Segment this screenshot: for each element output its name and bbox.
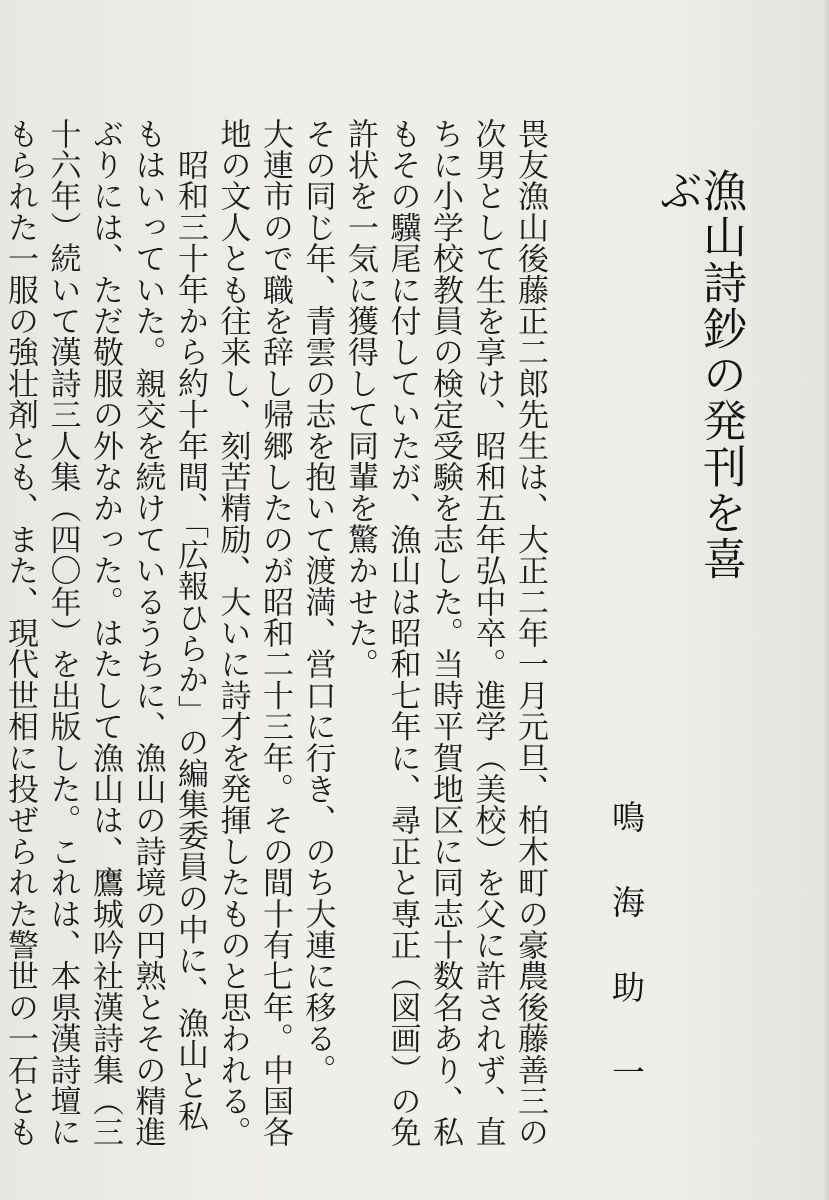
paragraph: その同じ年、青雲の志を抱いて渡満、営口に行き、のち大連に移る。 [299, 118, 336, 1086]
paragraph: 昭和三十年から約十年間、「広報ひらか」の編集委員の中に、漁山と私もはいっていた。親交を続けているうちに、漁山の詩境の円熟とその精進ぶりには、ただ敬服の外なかった。はたして漁山は、鷹城吟社漢詩集（三十六年）続いて漢詩三人集（四〇年）を出版した。これは、本県漢詩壇にもられた一服の強壮剤とも、また、現代世相に投ぜられた警世の一石とも [2, 118, 208, 1148]
paragraph: 畏友漁山後藤正二郎先生は、大正二年一月元旦、柏木町の豪農後藤善三の次男として生を享け、昭和五年弘中卒。進学（美校）を父に許されず、直ちに小学校教員の検定受験を志した。当時平賀地区に同志十数名あり、私もその驥尾に付していたが、漁山は昭和七年に、尋正と専正（図画）の免許状を一気に獲得して同輩を驚かせた。 [342, 118, 548, 1148]
page-title: 漁山詩鈔の発刊を喜ぶ [651, 168, 746, 582]
author-name: 鳴海助一 [607, 800, 646, 1140]
body-text [2, 118, 551, 1158]
paragraph: 大連市ので職を辞し帰郷したのが昭和二十三年。その間十有七年。中国各地の文人とも往来し、刻苦精励、大いに詩才を発揮したものと思われる。 [214, 118, 293, 1148]
page-edge-shadow [823, 0, 829, 1200]
